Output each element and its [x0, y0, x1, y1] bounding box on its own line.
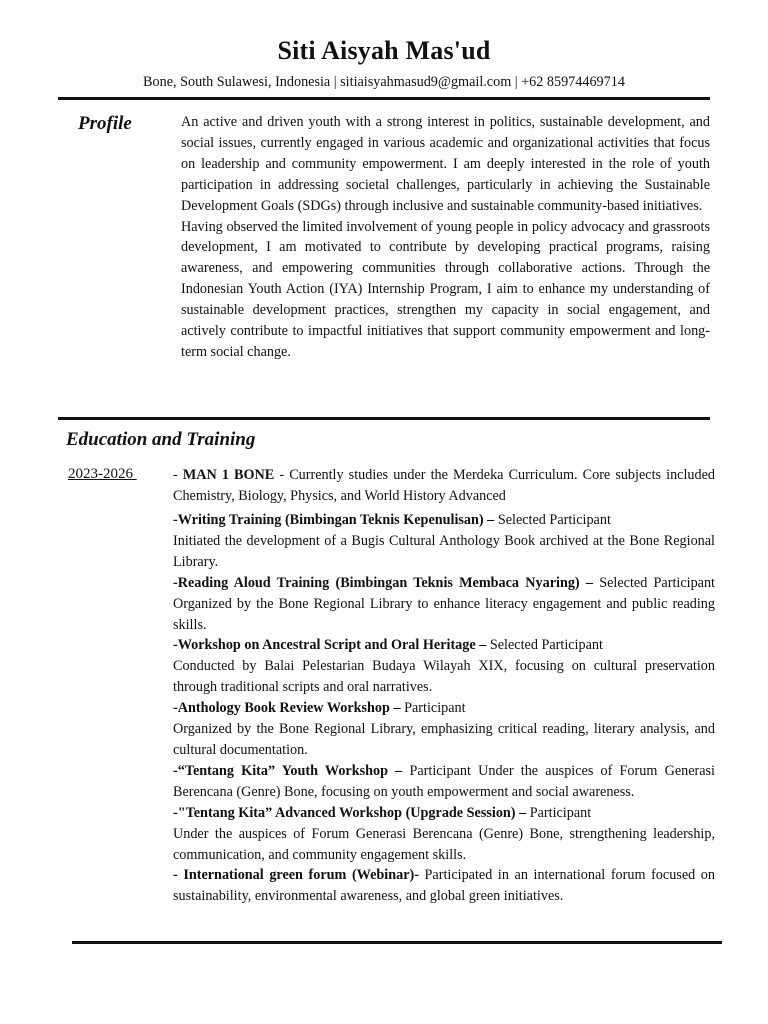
- training-title: -“Tentang Kita” Youth Workshop –: [173, 762, 410, 779]
- training-title: -"Tentang Kita” Advanced Workshop (Upgrade Session) –: [173, 804, 530, 821]
- training-title: -Writing Training (Bimbingan Teknis Kepenulisan) –: [173, 512, 498, 528]
- divider-top: [58, 97, 710, 100]
- school-description: - Currently studies under the Merdeka Curriculum. Core subjects included Chemistry, Biology, Physics, and World History Advanced: [173, 467, 715, 504]
- divider-middle: [58, 417, 710, 420]
- school-entry: [173, 465, 715, 506]
- training-description: Under the auspices of Forum Generasi Berencana (Genre) Bone, strengthening leadership, communication, and community engagement skills.: [173, 825, 715, 863]
- training-title: -Anthology Book Review Workshop –: [173, 700, 405, 717]
- training-item: [173, 761, 715, 803]
- training-item: [173, 803, 715, 824]
- training-title: - International green forum (Webinar)-: [173, 867, 425, 884]
- resume-name: Siti Aisyah Mas'ud: [277, 36, 491, 65]
- education-year: 2023-2026: [68, 466, 137, 482]
- training-role: Participant: [404, 700, 466, 717]
- training-item: [173, 635, 715, 656]
- training-role: Participant: [529, 804, 592, 821]
- training-role: Participant Under the auspices of Forum Generasi Berencana (Genre) Bone, focusing on youth empowerment and social awareness.: [173, 762, 715, 800]
- training-role: Selected Participant: [489, 637, 603, 654]
- training-item: [173, 865, 715, 907]
- divider-bottom: [72, 941, 722, 944]
- training-title: -Workshop on Ancestral Script and Oral Heritage –: [173, 637, 490, 654]
- training-role: Selected Participant Organized by the Bone Regional Library to enhance literacy engagement and public reading skills.: [173, 574, 715, 633]
- training-role: Participated in an international forum focused on sustainability, environmental awareness, and global green initiatives.: [173, 867, 715, 905]
- profile-heading: Profile: [78, 113, 132, 134]
- training-title: -Reading Aloud Training (Bimbingan Teknis Membaca Nyaring) –: [173, 574, 600, 591]
- training-role: Selected Participant: [497, 512, 611, 528]
- training-description: Initiated the development of a Bugis Cultural Anthology Book archived at the Bone Regional Library.: [173, 532, 715, 570]
- profile-paragraph: An active and driven youth with a strong interest in politics, sustainable development, and social issues, currently engaged in various academic and organizational activities that focus on leadership and community empowerment. I am deeply interested in the role of youth participation in addressing societal challenges, particularly in achieving the Sustainable Development Goals (SDGs) through inclusive and sustainable community-based initiatives.: [181, 114, 710, 214]
- training-description: Conducted by Balai Pelestarian Budaya Wilayah XIX, focusing on cultural preservation through traditional scripts and oral narratives.: [173, 658, 715, 696]
- profile-summary: [181, 112, 710, 363]
- school-prefix: -: [173, 467, 183, 483]
- training-item: [173, 698, 715, 719]
- training-description: Organized by the Bone Regional Library, emphasizing critical reading, literary analysis, and cultural documentation.: [173, 721, 715, 758]
- training-item: [173, 573, 715, 636]
- training-list: [173, 510, 715, 907]
- school-name: MAN 1 BONE: [182, 467, 275, 483]
- contact-line: Bone, South Sulawesi, Indonesia | sitiaisyahmasud9@gmail.com | +62 85974469714: [143, 74, 625, 90]
- profile-paragraph: Having observed the limited involvement of young people in policy advocacy and grassroots development, I am motivated to contribute by developing practical programs, raising awareness, and empowering communities through collaborative actions. Through the Indonesian Youth Action (IYA) Internship Program, I aim to enhance my understanding of sustainable development practices, strengthen my capacity in social engagement, and actively contribute to impactful initiatives that support community empowerment and long-term social change.: [181, 218, 710, 360]
- training-item: [173, 510, 715, 531]
- education-heading: Education and Training: [66, 429, 256, 450]
